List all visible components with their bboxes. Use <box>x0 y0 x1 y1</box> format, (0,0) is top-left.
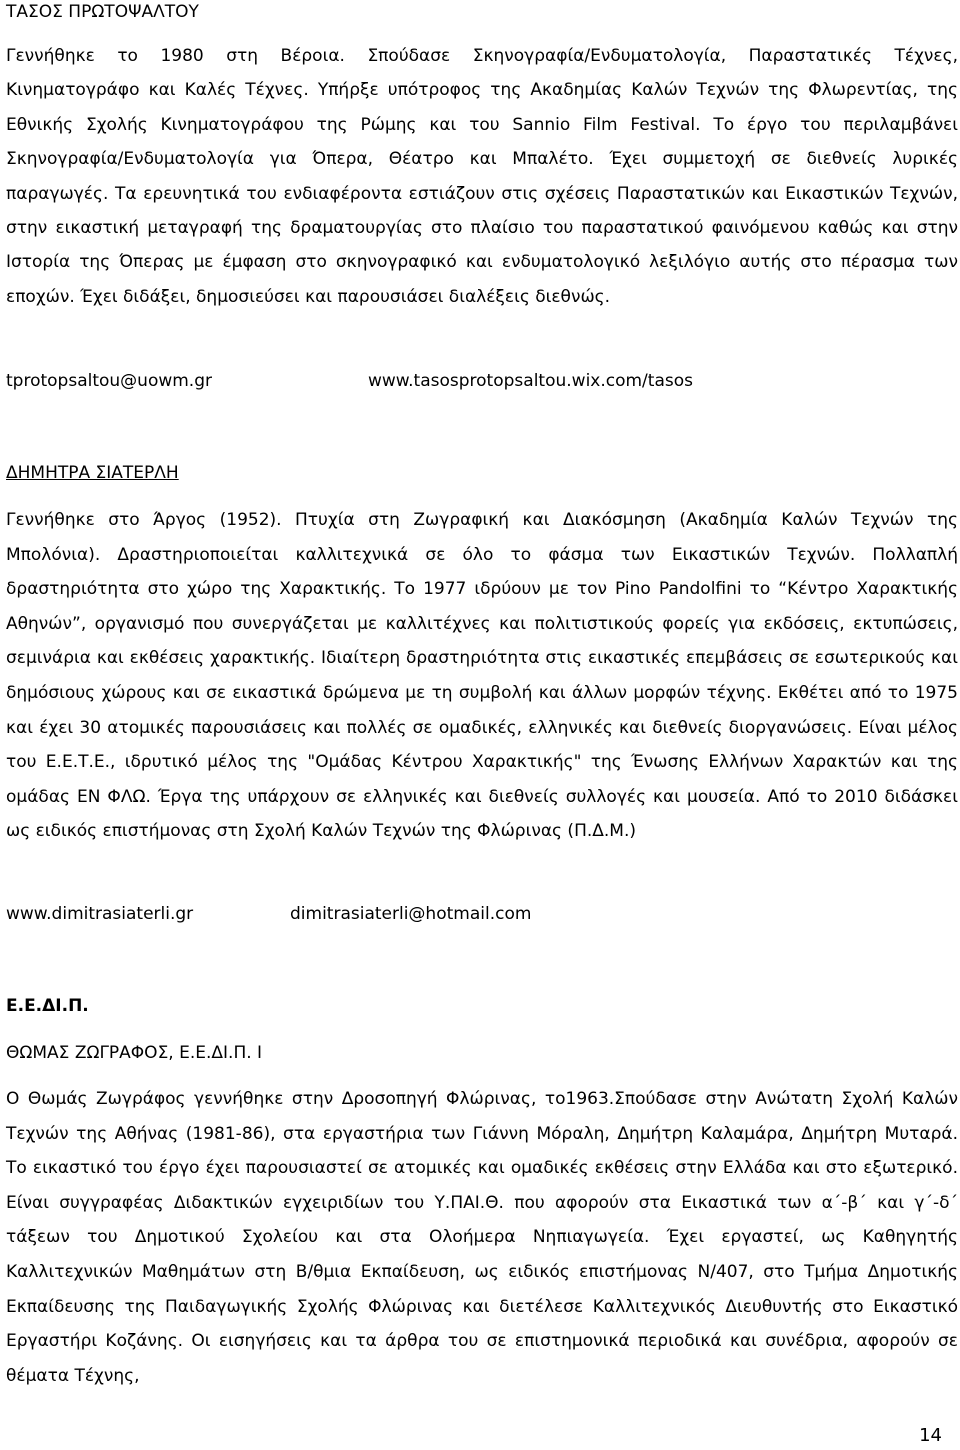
contact-row-siaterli <box>6 903 766 925</box>
author-name-zografos: ΘΩΜΑΣ ΖΩΓΡΑΦΟΣ, Ε.Ε.ΔΙ.Π. Ι <box>6 1043 263 1063</box>
author-name-protopsaltou: ΤΑΣΟΣ ΠΡΩΤΟΨΑΛΤΟΥ <box>6 2 199 22</box>
bio-siaterli: Γεννήθηκε στο Άργος (1952). Πτυχία στη Ζωγραφική και Διακόσμηση (Ακαδημία Καλών Τεχνών της Μπολόνια). Δραστηριοποιείται καλλιτεχνικά σε όλο το φάσμα των Εικαστικών Τεχνών. Πολλαπλή δραστηριότητα στο χώρο της Χαρακτικής. Το 1977 ιδρύουν με τον Pino Pandolfini το “Κέντρο Χαρακτικής Αθηνών”, οργανισμό που συνεργάζεται με καλλιτέχνες και πολιτιστικούς φορείς για εκδόσεις, εκτυπώσεις, σεμινάρια και εκθέσεις χαρακτικής. Ιδιαίτερη δραστηριότητα στις εικαστικές επεμβάσεις σε εσωτερικούς και δημόσιους χώρους και σε εικαστικά δρώμενα με τη συμβολή και άλλων μορφών τέχνης. Εκθέτει από το 1975 και έχει 30 ατομικές παρουσιάσεις και πολλές σε ομαδικές, ελληνικές και διεθνείς διοργανώσεις. Είναι μέλος του Ε.Ε.Τ.Ε., ιδρυτικό μέλος της "Ομάδας Κέντρου Χαρακτικής" της Ένωσης Ελλήνων Χαρακτών και της ομάδας ΕΝ ΦΛΩ. Έργα της υπάρχουν σε ελληνικές και διεθνείς συλλογές και μουσεία. Από το 2010 διδάσκει ως ειδικός επιστήμονας στη Σχολή Καλών Τεχνών της Φλώρινας (Π.Δ.Μ.) <box>6 510 958 842</box>
website-siaterli[interactable]: www.dimitrasiaterli.gr <box>6 904 194 924</box>
website-protopsaltou[interactable]: www.tasosprotopsaltou.wix.com/tasos <box>368 371 693 391</box>
contact-row-protopsaltou <box>6 370 766 392</box>
email-protopsaltou[interactable]: tprotopsaltou@uowm.gr <box>6 371 212 391</box>
bio-protopsaltou: Γεννήθηκε το 1980 στη Βέροια. Σπούδασε Σκηνογραφία/Ενδυματολογία, Παραστατικές Τέχνες, Κινηματογράφο και Καλές Τέχνες. Υπήρξε υπότροφος της Ακαδημίας Καλών Τεχνών της Φλωρεντίας, της Εθνικής Σχολής Κινηματογράφου της Ρώμης και του Sannio Film Festival. Το έργο του περιλαμβάνει Σκηνογραφία/Ενδυματολογία για Όπερα, Θέατρο και Μπαλέτο. Έχει συμμετοχή σε διεθνείς λυρικές παραγωγές. Τα ερευνητικά του ενδιαφέροντα εστιάζουν στις σχέσεις Παραστατικών και Εικαστικών Τεχνών, στην εικαστική μεταγραφή της δραματουργίας στο πλαίσιο του παραστατικού φαινόμενου καθώς και στην Ιστορία της Όπερας με έμφαση στο σκηνογραφικό και ενδυματολογικό λεξιλόγιο αυτής στο πέρασμα των εποχών. Έχει διδάξει, δημοσιεύσει και παρουσιάσει διαλέξεις διεθνώς. <box>6 46 958 307</box>
section-heading-eedip: Ε.Ε.ΔΙ.Π. <box>6 996 89 1016</box>
email-siaterli[interactable]: dimitrasiaterli@hotmail.com <box>290 904 532 924</box>
bio-zografos: Ο Θωμάς Ζωγράφος γεννήθηκε στην Δροσοπηγή Φλώρινας, το1963.Σπούδασε στην Ανώτατη Σχολή Καλών Τεχνών της Αθήνας (1981-86), στα εργαστήρια των Γιάννη Μόραλη, Δημήτρη Καλαμάρα, Δημήτρη Μυταρά. Το εικαστικό του έργο έχει παρουσιαστεί σε ατομικές και ομαδικές εκθέσεις στην Ελλάδα και στο εξωτερικό. Είναι συγγραφέας Διδακτικών εγχειριδίων του Υ.ΠΑΙ.Θ. που αφορούν στα Εικαστικά των α΄-β΄ και γ΄-δ΄ τάξεων του Δημοτικού Σχολείου και στα Ολοήμερα Νηπιαγωγεία. Έχει εργαστεί, ως Καθηγητής Καλλιτεχνικών Μαθημάτων στη Β/θμια Εκπαίδευση, ως ειδικός επιστήμονας Ν/407, στο Τμήμα Δημοτικής Εκπαίδευσης της Παιδαγωγικής Σχολής Φλώρινας και διετέλεσε Καλλιτεχνικός Διευθυντής στο Εικαστικό Εργαστήρι Κοζάνης. Οι εισηγήσεις και τα άρθρα του σε επιστημονικά περιοδικά και συνέδρια, αφορούν σε θέματα Τέχνης, <box>6 1089 958 1386</box>
page-number: 14 <box>919 1425 942 1446</box>
author-name-siaterli: ΔΗΜΗΤΡΑ ΣΙΑΤΕΡΛΗ <box>6 463 179 483</box>
